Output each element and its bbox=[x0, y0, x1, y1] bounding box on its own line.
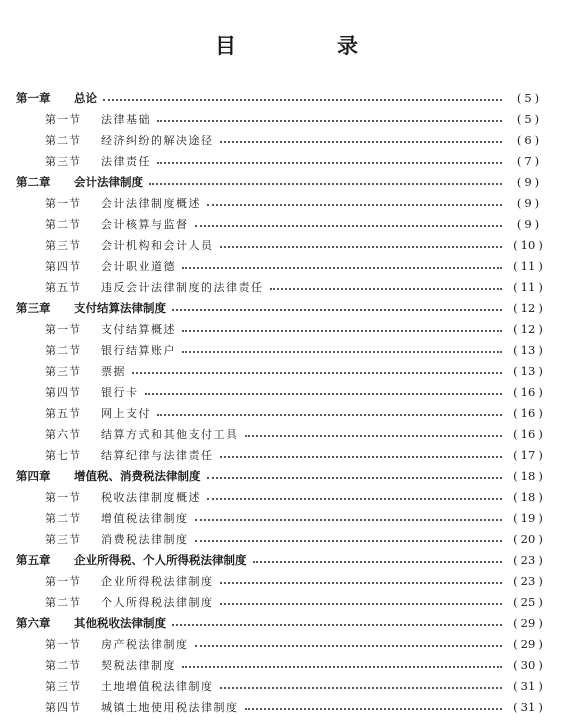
left-paren: ( bbox=[513, 300, 518, 315]
right-paren: ) bbox=[534, 174, 540, 189]
toc-section-row[interactable] bbox=[0, 318, 573, 339]
page-number-value: 12 bbox=[520, 300, 536, 315]
section-number: 第一节 bbox=[45, 574, 81, 588]
left-paren: ( bbox=[513, 678, 518, 693]
page-title: 目 录 bbox=[215, 34, 398, 58]
right-paren: ) bbox=[538, 363, 543, 378]
page-number-value: 31 bbox=[520, 699, 536, 714]
section-title: 结算方式和其他支付工具 bbox=[101, 427, 239, 441]
section-title: 城镇土地使用税法律制度 bbox=[101, 700, 239, 714]
right-paren: ) bbox=[534, 195, 540, 210]
page-number-value: 19 bbox=[520, 510, 536, 525]
section-title: 会计核算与监督 bbox=[101, 217, 189, 231]
section-title: 会计法律制度概述 bbox=[101, 196, 201, 210]
right-paren: ) bbox=[534, 90, 540, 105]
right-paren: ) bbox=[538, 510, 543, 525]
page-number bbox=[508, 343, 548, 357]
toc-section-row[interactable] bbox=[0, 129, 573, 150]
section-number: 第三节 bbox=[45, 364, 81, 378]
section-number: 第六节 bbox=[45, 427, 81, 441]
toc-section-row[interactable] bbox=[0, 696, 573, 717]
section-title: 税收法律制度概述 bbox=[101, 490, 201, 504]
right-paren: ) bbox=[538, 594, 543, 609]
page-number bbox=[508, 133, 548, 147]
right-paren: ) bbox=[538, 405, 543, 420]
section-title: 经济纠纷的解决途径 bbox=[101, 133, 214, 147]
section-title: 支付结算概述 bbox=[101, 322, 176, 336]
left-paren: ( bbox=[513, 237, 518, 252]
toc-section-row[interactable] bbox=[0, 108, 573, 129]
left-paren: ( bbox=[513, 321, 518, 336]
toc-chapter-row[interactable] bbox=[0, 297, 573, 318]
toc-section-row[interactable] bbox=[0, 570, 573, 591]
left-paren: ( bbox=[513, 594, 518, 609]
section-number: 第四节 bbox=[45, 385, 81, 399]
toc-list bbox=[0, 87, 573, 717]
chapter-number: 第三章 bbox=[16, 300, 51, 315]
toc-chapter-row[interactable] bbox=[0, 87, 573, 108]
chapter-title: 增值税、消费税法律制度 bbox=[74, 468, 201, 483]
dot-leader bbox=[195, 518, 503, 521]
toc-chapter-row[interactable] bbox=[0, 465, 573, 486]
page-number bbox=[508, 364, 548, 378]
section-number: 第二节 bbox=[45, 217, 81, 231]
right-paren: ) bbox=[538, 468, 543, 483]
right-paren: ) bbox=[534, 111, 540, 126]
dot-leader bbox=[207, 203, 502, 206]
dot-leader bbox=[245, 434, 503, 437]
toc-section-row[interactable] bbox=[0, 381, 573, 402]
toc-section-row[interactable] bbox=[0, 675, 573, 696]
page-number bbox=[508, 175, 548, 189]
left-paren: ( bbox=[516, 153, 522, 168]
section-title: 法律基础 bbox=[101, 112, 151, 126]
left-paren: ( bbox=[513, 552, 518, 567]
page-number bbox=[508, 196, 548, 210]
page-number-value: 18 bbox=[520, 489, 536, 504]
toc-section-row[interactable] bbox=[0, 507, 573, 528]
section-title: 法律责任 bbox=[101, 154, 151, 168]
section-title: 会计职业道德 bbox=[101, 259, 176, 273]
left-paren: ( bbox=[513, 489, 518, 504]
section-number: 第二节 bbox=[45, 511, 81, 525]
page-number bbox=[508, 490, 548, 504]
left-paren: ( bbox=[513, 426, 518, 441]
page-number-value: 7 bbox=[524, 153, 532, 168]
section-title: 契税法律制度 bbox=[101, 658, 176, 672]
page-number-value: 5 bbox=[524, 111, 532, 126]
page-number-value: 9 bbox=[524, 195, 532, 210]
dot-leader bbox=[220, 140, 503, 143]
page-number-value: 10 bbox=[520, 237, 536, 252]
dot-leader bbox=[270, 287, 503, 290]
dot-leader bbox=[207, 476, 503, 479]
page-number-value: 5 bbox=[524, 90, 532, 105]
toc-section-row[interactable] bbox=[0, 633, 573, 654]
dot-leader bbox=[145, 392, 503, 395]
page-number bbox=[508, 112, 548, 126]
right-paren: ) bbox=[538, 447, 543, 462]
right-paren: ) bbox=[538, 342, 543, 357]
section-number: 第三节 bbox=[45, 154, 81, 168]
page-number bbox=[508, 322, 548, 336]
dot-leader bbox=[207, 497, 502, 500]
left-paren: ( bbox=[513, 468, 518, 483]
toc-section-row[interactable] bbox=[0, 486, 573, 507]
toc-chapter-row[interactable] bbox=[0, 171, 573, 192]
toc-section-row[interactable] bbox=[0, 423, 573, 444]
page-number bbox=[508, 385, 548, 399]
page-number bbox=[508, 679, 548, 693]
toc-section-row[interactable] bbox=[0, 444, 573, 465]
right-paren: ) bbox=[538, 573, 543, 588]
section-number: 第一节 bbox=[45, 490, 81, 504]
toc-chapter-row[interactable] bbox=[0, 549, 573, 570]
section-number: 第二节 bbox=[45, 595, 81, 609]
dot-leader bbox=[195, 224, 503, 227]
dot-leader bbox=[132, 371, 502, 374]
left-paren: ( bbox=[513, 405, 518, 420]
right-paren: ) bbox=[538, 300, 543, 315]
page-number bbox=[508, 259, 548, 273]
dot-leader bbox=[195, 539, 503, 542]
right-paren: ) bbox=[538, 657, 543, 672]
page-number-value: 18 bbox=[520, 468, 536, 483]
dot-leader bbox=[149, 182, 502, 185]
left-paren: ( bbox=[513, 279, 518, 294]
left-paren: ( bbox=[513, 699, 518, 714]
section-number: 第一节 bbox=[45, 112, 81, 126]
toc-section-row[interactable] bbox=[0, 402, 573, 423]
right-paren: ) bbox=[538, 678, 543, 693]
page-number-value: 23 bbox=[520, 552, 536, 567]
section-number: 第二节 bbox=[45, 343, 81, 357]
left-paren: ( bbox=[513, 636, 518, 651]
right-paren: ) bbox=[538, 237, 543, 252]
page-number-value: 20 bbox=[520, 531, 536, 546]
right-paren: ) bbox=[534, 153, 540, 168]
dot-leader bbox=[182, 665, 502, 668]
page-number bbox=[508, 427, 548, 441]
left-paren: ( bbox=[513, 531, 518, 546]
right-paren: ) bbox=[538, 489, 543, 504]
page-number-value: 6 bbox=[524, 132, 532, 147]
left-paren: ( bbox=[513, 384, 518, 399]
left-paren: ( bbox=[516, 132, 522, 147]
dot-leader bbox=[182, 329, 502, 332]
page-number bbox=[508, 469, 548, 483]
dot-leader bbox=[182, 266, 502, 269]
section-title: 房产税法律制度 bbox=[101, 637, 189, 651]
page-number bbox=[508, 637, 548, 651]
left-paren: ( bbox=[516, 216, 522, 231]
section-title: 会计机构和会计人员 bbox=[101, 238, 214, 252]
toc-section-row[interactable] bbox=[0, 150, 573, 171]
dot-leader bbox=[253, 560, 503, 563]
section-title: 结算纪律与法律责任 bbox=[101, 448, 214, 462]
section-title: 企业所得税法律制度 bbox=[101, 574, 214, 588]
section-number: 第五节 bbox=[45, 406, 81, 420]
right-paren: ) bbox=[538, 552, 543, 567]
left-paren: ( bbox=[516, 111, 522, 126]
dot-leader bbox=[220, 686, 503, 689]
right-paren: ) bbox=[538, 258, 543, 273]
section-number: 第五节 bbox=[45, 280, 81, 294]
toc-section-row[interactable] bbox=[0, 528, 573, 549]
left-paren: ( bbox=[516, 195, 522, 210]
dot-leader bbox=[220, 245, 503, 248]
page-number-value: 16 bbox=[520, 384, 536, 399]
chapter-number: 第五章 bbox=[16, 552, 51, 567]
dot-leader bbox=[103, 98, 502, 101]
page-number bbox=[508, 406, 548, 420]
section-number: 第一节 bbox=[45, 196, 81, 210]
toc-chapter-row[interactable] bbox=[0, 612, 573, 633]
page-number bbox=[508, 616, 548, 630]
dot-leader bbox=[220, 602, 503, 605]
section-title: 土地增值税法律制度 bbox=[101, 679, 214, 693]
page-number-value: 13 bbox=[520, 342, 536, 357]
page-number-value: 25 bbox=[520, 594, 536, 609]
chapter-title: 企业所得税、个人所得税法律制度 bbox=[74, 552, 247, 567]
page-number-value: 31 bbox=[520, 678, 536, 693]
dot-leader bbox=[172, 308, 502, 311]
section-number: 第四节 bbox=[45, 700, 81, 714]
page-number-value: 13 bbox=[520, 363, 536, 378]
right-paren: ) bbox=[538, 426, 543, 441]
left-paren: ( bbox=[513, 657, 518, 672]
left-paren: ( bbox=[513, 510, 518, 525]
dot-leader bbox=[157, 413, 502, 416]
chapter-title: 总论 bbox=[74, 90, 97, 105]
toc-section-row[interactable] bbox=[0, 255, 573, 276]
left-paren: ( bbox=[513, 447, 518, 462]
page-number bbox=[508, 238, 548, 252]
page-number-value: 9 bbox=[524, 174, 532, 189]
right-paren: ) bbox=[538, 279, 543, 294]
right-paren: ) bbox=[538, 321, 543, 336]
toc-section-row[interactable] bbox=[0, 192, 573, 213]
page-number-value: 12 bbox=[520, 321, 536, 336]
right-paren: ) bbox=[538, 531, 543, 546]
page-number bbox=[508, 511, 548, 525]
page-number-value: 9 bbox=[524, 216, 532, 231]
section-number: 第二节 bbox=[45, 658, 81, 672]
left-paren: ( bbox=[516, 90, 522, 105]
left-paren: ( bbox=[513, 363, 518, 378]
page-number bbox=[508, 91, 548, 105]
page-number bbox=[508, 532, 548, 546]
right-paren: ) bbox=[538, 636, 543, 651]
left-paren: ( bbox=[516, 174, 522, 189]
section-number: 第一节 bbox=[45, 637, 81, 651]
section-title: 增值税法律制度 bbox=[101, 511, 189, 525]
section-title: 银行卡 bbox=[101, 385, 139, 399]
right-paren: ) bbox=[534, 132, 540, 147]
section-title: 银行结算账户 bbox=[101, 343, 176, 357]
section-number: 第七节 bbox=[45, 448, 81, 462]
chapter-title: 其他税收法律制度 bbox=[74, 615, 166, 630]
section-number: 第三节 bbox=[45, 238, 81, 252]
page-number-value: 30 bbox=[520, 657, 536, 672]
page-number-value: 29 bbox=[520, 615, 536, 630]
right-paren: ) bbox=[538, 384, 543, 399]
section-number: 第一节 bbox=[45, 322, 81, 336]
left-paren: ( bbox=[513, 615, 518, 630]
dot-leader bbox=[172, 623, 502, 626]
section-title: 消费税法律制度 bbox=[101, 532, 189, 546]
section-number: 第四节 bbox=[45, 259, 81, 273]
section-title: 个人所得税法律制度 bbox=[101, 595, 214, 609]
section-title: 违反会计法律制度的法律责任 bbox=[101, 280, 264, 294]
page-number-value: 11 bbox=[520, 258, 536, 273]
page-number-value: 11 bbox=[520, 279, 536, 294]
chapter-number: 第二章 bbox=[16, 174, 51, 189]
dot-leader bbox=[195, 644, 503, 647]
section-number: 第三节 bbox=[45, 679, 81, 693]
page-number bbox=[508, 448, 548, 462]
toc-section-row[interactable] bbox=[0, 234, 573, 255]
dot-leader bbox=[182, 350, 502, 353]
chapter-number: 第一章 bbox=[16, 90, 51, 105]
dot-leader bbox=[220, 581, 503, 584]
dot-leader bbox=[157, 119, 502, 122]
page-number-value: 17 bbox=[520, 447, 536, 462]
dot-leader bbox=[220, 455, 503, 458]
section-title: 票据 bbox=[101, 364, 126, 378]
page-number bbox=[508, 595, 548, 609]
right-paren: ) bbox=[538, 699, 543, 714]
page-number bbox=[508, 553, 548, 567]
page-number-value: 16 bbox=[520, 426, 536, 441]
right-paren: ) bbox=[538, 615, 543, 630]
page-number bbox=[508, 280, 548, 294]
chapter-number: 第六章 bbox=[16, 615, 51, 630]
chapter-title: 会计法律制度 bbox=[74, 174, 143, 189]
dot-leader bbox=[245, 707, 503, 710]
page-number bbox=[508, 217, 548, 231]
toc-section-row[interactable] bbox=[0, 591, 573, 612]
toc-section-row[interactable] bbox=[0, 339, 573, 360]
dot-leader bbox=[157, 161, 502, 164]
chapter-number: 第四章 bbox=[16, 468, 51, 483]
chapter-title: 支付结算法律制度 bbox=[74, 300, 166, 315]
section-number: 第三节 bbox=[45, 532, 81, 546]
left-paren: ( bbox=[513, 342, 518, 357]
page-number-value: 29 bbox=[520, 636, 536, 651]
page-number bbox=[508, 700, 548, 714]
section-title: 网上支付 bbox=[101, 406, 151, 420]
toc-section-row[interactable] bbox=[0, 360, 573, 381]
toc-section-row[interactable] bbox=[0, 654, 573, 675]
page-number bbox=[508, 154, 548, 168]
toc-section-row[interactable] bbox=[0, 276, 573, 297]
section-number: 第二节 bbox=[45, 133, 81, 147]
left-paren: ( bbox=[513, 573, 518, 588]
toc-section-row[interactable] bbox=[0, 213, 573, 234]
page-number-value: 23 bbox=[520, 573, 536, 588]
page-number bbox=[508, 574, 548, 588]
page-number-value: 16 bbox=[520, 405, 536, 420]
left-paren: ( bbox=[513, 258, 518, 273]
right-paren: ) bbox=[534, 216, 540, 231]
page-number bbox=[508, 658, 548, 672]
page-number bbox=[508, 301, 548, 315]
